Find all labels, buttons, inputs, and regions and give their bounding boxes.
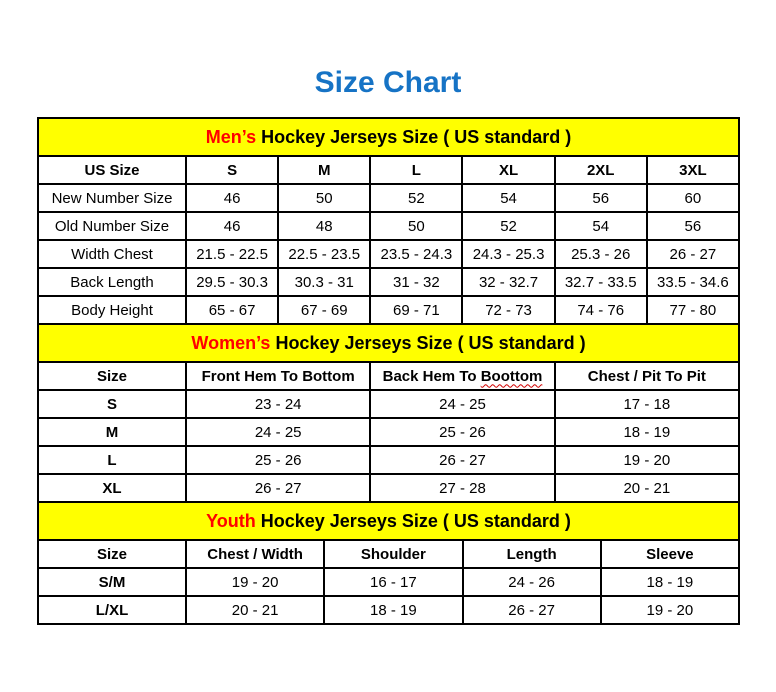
value-cell: 24 - 25 (186, 418, 370, 446)
col-header: Shoulder (324, 540, 462, 568)
table-row (38, 296, 739, 324)
value-cell: 50 (370, 212, 462, 240)
value-cell: 25 - 26 (370, 418, 554, 446)
value-cell: 32 - 32.7 (462, 268, 554, 296)
value-cell: 33.5 - 34.6 (647, 268, 739, 296)
value-cell: 23 - 24 (186, 390, 370, 418)
womens-section-title-rest: Hockey Jerseys Size ( US standard ) (270, 332, 586, 353)
row-label: S/M (38, 568, 186, 596)
value-cell: 20 - 21 (186, 596, 324, 624)
value-cell: 31 - 32 (370, 268, 462, 296)
table-row (38, 184, 739, 212)
table-row (38, 568, 739, 596)
table-row (38, 474, 739, 502)
row-label: Body Height (38, 296, 186, 324)
value-cell: 25.3 - 26 (555, 240, 647, 268)
row-label: Back Length (38, 268, 186, 296)
col-header: Sleeve (601, 540, 739, 568)
col-header: Length (463, 540, 601, 568)
womens-section-title-accent: Women’s (191, 332, 271, 353)
col-header: 3XL (647, 156, 739, 184)
value-cell: 19 - 20 (555, 446, 739, 474)
value-cell: 52 (370, 184, 462, 212)
womens-section-band (38, 324, 739, 362)
value-cell: 30.3 - 31 (278, 268, 370, 296)
value-cell: 20 - 21 (555, 474, 739, 502)
value-cell: 25 - 26 (186, 446, 370, 474)
col-header: S (186, 156, 278, 184)
value-cell: 56 (555, 184, 647, 212)
womens-section-title (38, 324, 739, 362)
value-cell: 67 - 69 (278, 296, 370, 324)
value-cell: 18 - 19 (324, 596, 462, 624)
value-cell: 23.5 - 24.3 (370, 240, 462, 268)
row-label: L (38, 446, 186, 474)
value-cell: 22.5 - 23.5 (278, 240, 370, 268)
col-header: 2XL (555, 156, 647, 184)
size-chart-tables (37, 117, 740, 625)
page-title: Size Chart (314, 66, 462, 99)
col-header: Chest / Pit To Pit (555, 362, 739, 390)
value-cell: 24 - 26 (463, 568, 601, 596)
value-cell: 26 - 27 (647, 240, 739, 268)
value-cell: 56 (647, 212, 739, 240)
mens-section-band (38, 118, 739, 156)
value-cell: 77 - 80 (647, 296, 739, 324)
col-header: M (278, 156, 370, 184)
mens-section-title-accent: Men’s (205, 126, 257, 147)
value-cell: 26 - 27 (463, 596, 601, 624)
value-cell: 69 - 71 (370, 296, 462, 324)
youth-size-table (37, 501, 740, 625)
value-cell: 74 - 76 (555, 296, 647, 324)
value-cell: 60 (647, 184, 739, 212)
mens-section-title-rest: Hockey Jerseys Size ( US standard ) (256, 126, 572, 147)
value-cell: 16 - 17 (324, 568, 462, 596)
col-header: US Size (38, 156, 186, 184)
youth-section-title-accent: Youth (206, 510, 256, 531)
row-label: L/XL (38, 596, 186, 624)
col-header-text: Back Hem To (382, 367, 481, 385)
row-label: XL (38, 474, 186, 502)
value-cell: 52 (462, 212, 554, 240)
youth-section-title-rest: Hockey Jerseys Size ( US standard ) (255, 510, 571, 531)
value-cell: 54 (555, 212, 647, 240)
youth-section-band (38, 502, 739, 540)
value-cell: 65 - 67 (186, 296, 278, 324)
row-label: Width Chest (38, 240, 186, 268)
mens-size-table (37, 117, 740, 325)
value-cell: 18 - 19 (555, 418, 739, 446)
value-cell: 26 - 27 (186, 474, 370, 502)
value-cell: 19 - 20 (186, 568, 324, 596)
value-cell: 32.7 - 33.5 (555, 268, 647, 296)
value-cell: 29.5 - 30.3 (186, 268, 278, 296)
mens-section-title (38, 118, 739, 156)
row-label: M (38, 418, 186, 446)
row-label: S (38, 390, 186, 418)
youth-header-row (38, 540, 739, 568)
table-row (38, 446, 739, 474)
table-row (38, 390, 739, 418)
col-header: Size (38, 540, 186, 568)
value-cell: 54 (462, 184, 554, 212)
womens-header-row (38, 362, 739, 390)
value-cell: 21.5 - 22.5 (186, 240, 278, 268)
table-row (38, 596, 739, 624)
value-cell: 46 (186, 184, 278, 212)
col-header: Chest / Width (186, 540, 324, 568)
womens-size-table (37, 323, 740, 503)
value-cell: 19 - 20 (601, 596, 739, 624)
row-label: New Number Size (38, 184, 186, 212)
value-cell: 46 (186, 212, 278, 240)
value-cell: 24.3 - 25.3 (462, 240, 554, 268)
col-header (370, 362, 554, 390)
value-cell: 18 - 19 (601, 568, 739, 596)
value-cell: 27 - 28 (370, 474, 554, 502)
value-cell: 50 (278, 184, 370, 212)
value-cell: 24 - 25 (370, 390, 554, 418)
misspelled-word: Boottom (480, 367, 543, 385)
mens-header-row (38, 156, 739, 184)
col-header: XL (462, 156, 554, 184)
col-header: L (370, 156, 462, 184)
col-header: Size (38, 362, 186, 390)
table-row (38, 212, 739, 240)
value-cell: 72 - 73 (462, 296, 554, 324)
youth-section-title (38, 502, 739, 540)
table-row (38, 268, 739, 296)
table-row (38, 418, 739, 446)
value-cell: 17 - 18 (555, 390, 739, 418)
col-header: Front Hem To Bottom (186, 362, 370, 390)
value-cell: 48 (278, 212, 370, 240)
value-cell: 26 - 27 (370, 446, 554, 474)
table-row (38, 240, 739, 268)
row-label: Old Number Size (38, 212, 186, 240)
